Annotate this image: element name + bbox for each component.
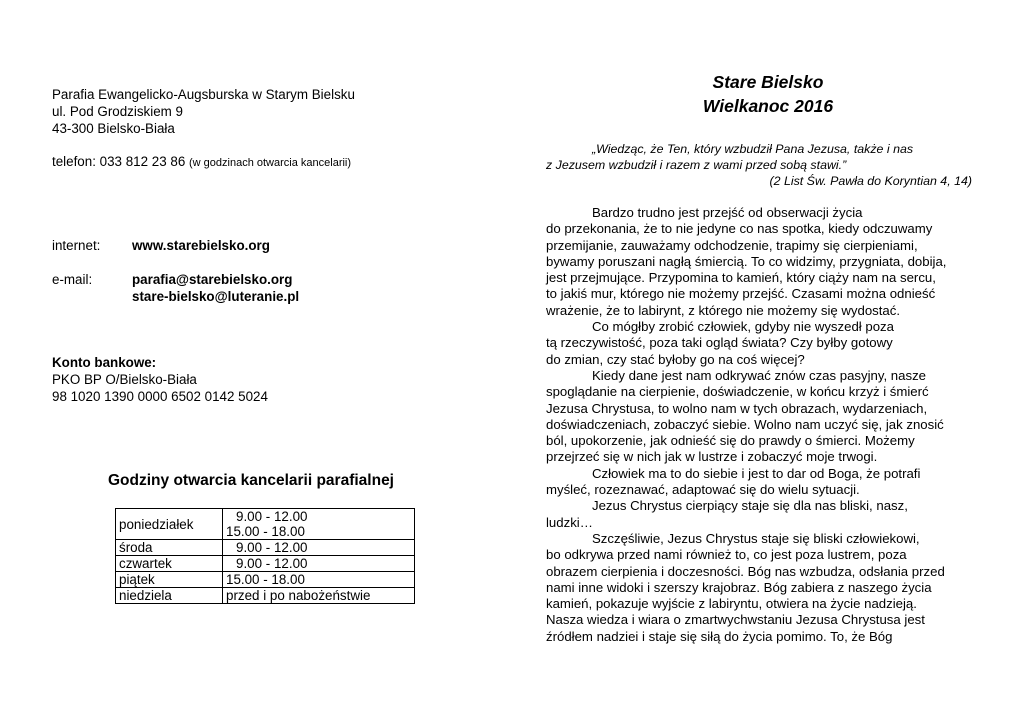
body-line: spoglądanie na cierpienie, doświadczenie, w końcu krzyż i śmierć: [546, 384, 929, 400]
internet-label: internet:: [52, 238, 101, 253]
phone-number: telefon: 033 812 23 86: [52, 154, 186, 169]
body-line: bo odkrywa przed nami również to, co jest poza lustrem, poza: [546, 547, 907, 563]
table-row: [116, 556, 415, 572]
body-line: bywamy poruszani nagłą śmiercią. To co widzimy, przygniata, dobija,: [546, 253, 947, 269]
body-line: jest przejmujące. Przypomina to kamień, który ciąży nam na sercu,: [546, 270, 936, 286]
page-subtitle: Wielkanoc 2016: [702, 96, 834, 116]
body-line: kamień, pokazuje wyjście z labiryntu, otwiera na życie nadzieją.: [546, 596, 917, 612]
time-cell: [223, 540, 415, 556]
time-cell: [223, 556, 415, 572]
body-line: do przekonania, że to nie jedyne co nas spotka, kiedy odczuwamy: [546, 221, 933, 237]
body-line: obrazem cierpienia i doczesności. Bóg nas wzbudza, odsłania przed: [546, 563, 945, 579]
body-line: przemijanie, zauważamy odchodzenie, trapimy się cierpieniami,: [546, 237, 918, 253]
email-row: [52, 271, 299, 305]
bank-account: [52, 354, 268, 405]
day-cell: środa: [116, 540, 223, 556]
bible-quote: [546, 141, 972, 189]
quote-line: „Wiedząc, że Ten, który wzbudził Pana Jezusa, także i nas: [592, 142, 914, 156]
table-row: [116, 572, 415, 588]
email-link-2[interactable]: stare-bielsko@luteranie.pl: [132, 289, 300, 304]
office-hours-table: [115, 508, 415, 604]
office-hours-title: Godziny otwarcia kancelarii parafialnej: [108, 472, 394, 489]
postal-city: 43-300 Bielsko-Biała: [52, 121, 175, 136]
time-value: 15.00 - 18.00: [226, 524, 305, 539]
table-row: [116, 509, 415, 540]
body-line: Szczęśliwie, Jezus Chrystus staje się bliski człowiekowi,: [592, 530, 920, 546]
time-cell: [223, 572, 415, 588]
body-line: nami inne widoki i szerszy krajobraz. Bóg zabiera z naszego życia: [546, 579, 932, 595]
phone-line: [52, 154, 351, 169]
table-row: [116, 588, 415, 604]
body-line: tą rzeczywistość, poza taki ogląd świata? Czy byłby gotowy: [546, 335, 893, 351]
quote-source: (2 List Św. Pawła do Koryntian 4, 14): [769, 174, 972, 188]
body-line: Bardzo trudno jest przejść od obserwacji życia: [592, 205, 863, 220]
time-cell: [223, 588, 415, 604]
day-cell: poniedziałek: [116, 509, 223, 540]
day-cell: czwartek: [116, 556, 223, 572]
body-line: to jakiś mur, którego nie możemy przejść. Czasami można odnieść: [546, 286, 936, 302]
body-line: Człowiek ma to do siebie i jest to dar od Boga, że potrafi: [592, 465, 921, 481]
body-line: Nasza wiedza i wiara o zmartwychwstaniu Jezusa Chrystusa jest: [546, 612, 925, 628]
body-line: przejrzeć się w nich jak w lustrze i zobaczyć moje trwogi.: [546, 449, 878, 465]
time-value: 9.00 - 12.00: [236, 540, 308, 555]
body-line: do zmian, czy stać byłoby go na coś więcej?: [546, 351, 805, 367]
email-link-1[interactable]: parafia@starebielsko.org: [132, 272, 293, 287]
day-cell: piątek: [116, 572, 223, 588]
time-value: 15.00 - 18.00: [226, 572, 305, 587]
bank-number: 98 1020 1390 0000 6502 0142 5024: [52, 389, 268, 404]
body-line: ludzki…: [546, 514, 593, 530]
page-title: Stare Bielsko: [712, 72, 824, 92]
time-value: przed i po nabożeństwie: [226, 588, 371, 603]
phone-note: (w godzinach otwarcia kancelarii): [189, 157, 352, 169]
time-value: 9.00 - 12.00: [236, 509, 308, 524]
time-cell: [223, 509, 415, 540]
parish-address: [52, 86, 355, 137]
email-label: e-mail:: [52, 272, 93, 287]
bank-name: PKO BP O/Bielsko-Biała: [52, 372, 197, 387]
website-link[interactable]: www.starebielsko.org: [132, 238, 270, 253]
time-value: 9.00 - 12.00: [236, 556, 308, 571]
internet-row: [52, 237, 299, 254]
article-body: [546, 205, 976, 645]
body-line: Jezusa Chrystusa, to wolno nam w tych obrazach, wydarzeniach,: [546, 400, 928, 416]
street-address: ul. Pod Grodziskiem 9: [52, 104, 183, 119]
parish-name: Parafia Ewangelicko-Augsburska w Starym Bielsku: [52, 87, 355, 102]
body-line: Jezus Chrystus cierpiący staje się dla nas bliski, nasz,: [592, 498, 908, 514]
body-line: doświadczeniach, zobaczyć siebie. Wolno nam uczyć się, jak znosić: [546, 416, 944, 432]
body-line: Co mógłby zrobić człowiek, gdyby nie wyszedł poza: [592, 319, 894, 335]
contact-block: [52, 237, 299, 305]
bank-title: Konto bankowe:: [52, 355, 157, 370]
table-row: [116, 540, 415, 556]
body-line: źródłem nadziei i staje się siłą do życia pomimo. To, że Bóg: [546, 628, 893, 644]
body-line: ból, upokorzenie, jak odnieść się do prawdy o śmierci. Możemy: [546, 433, 915, 449]
body-line: wrażenie, że to labirynt, z którego nie możemy się wydostać.: [546, 302, 901, 318]
body-line: myśleć, rozeznawać, adaptować się do wielu sytuacji.: [546, 482, 860, 498]
right-page: [512, 0, 1024, 724]
body-line: Kiedy dane jest nam odkrywać znów czas pasyjny, nasze: [592, 367, 927, 383]
quote-line: z Jezusem wzbudził i razem z wami przed sobą stawi.”: [546, 158, 847, 172]
day-cell: niedziela: [116, 588, 223, 604]
